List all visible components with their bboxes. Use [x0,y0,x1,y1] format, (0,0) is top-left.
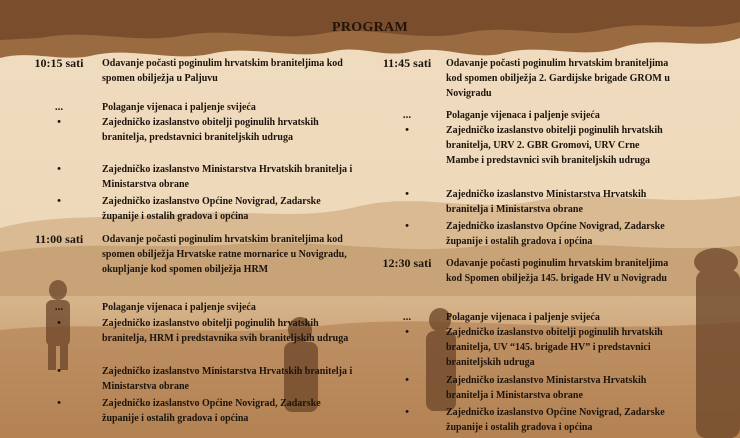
entry-text: Polaganje vijenaca i paljenje svijeća [102,302,256,313]
bullet-marker: • [57,116,61,128]
entry-text: Odavanje počasti poginulim hrvatskim braniteljima kod spomen obilježja u Paljuvu [102,58,343,84]
entry-text: Zajedničko izaslanstvo Općine Novigrad, Zadarske županije i ostalih gradova i općina [102,196,321,222]
entry-text: Polaganje vijenaca i paljenje svijeća [446,110,600,121]
time-label: 10:15 sati [34,56,84,70]
list-item [24,364,354,396]
list-item [24,316,354,364]
entry-text: Zajedničko izaslanstvo obitelji poginulih hrvatskih branitelja, UV “145. brigade HV” i predstavnici braniteljskih udruga [446,327,663,368]
list-item [24,162,354,194]
entry-text: Zajedničko izaslanstvo obitelji poginulih hrvatskih branitelja, URV 2. GBR Gromovi, URV Crne Mambe i predstavnici svih braniteljskih udruga [446,125,663,166]
list-item [372,187,672,219]
ellipsis-marker: ... [54,301,64,313]
program-column-left [24,56,354,428]
bullet-marker: • [57,397,61,409]
entry-text: Zajedničko izaslanstvo Ministarstva Hrvatskih branitelja i Ministarstva obrane [102,164,353,190]
list-item [24,194,354,232]
program-column-right [372,56,672,437]
entry-text: Zajedničko izaslanstvo obitelji poginulih hrvatskih branitelja, HRM i predstavnika svih braniteljskih udruga [102,318,349,344]
bullet-marker: • [57,195,61,207]
sub-entry [372,310,672,325]
list-item [24,115,354,162]
entry-text: Zajedničko izaslanstvo Ministarstva Hrvatskih branitelja i Ministarstva obrane [102,366,353,392]
bullet-marker: • [405,220,409,232]
entry-text: Polaganje vijenaca i paljenje svijeća [446,312,600,323]
bullet-marker: • [405,326,409,338]
list-item [372,219,672,256]
schedule-entry [24,232,354,300]
ellipsis-marker: ... [402,311,412,323]
entry-text: Odavanje počasti poginulim hrvatskim braniteljima kod spomen obilježja 2. Gardijske brigade GROM u Novigradu [446,58,670,99]
entry-text: Zajedničko izaslanstvo Ministarstva Hrvatskih branitelja i Ministarstva obrane [446,189,647,215]
bullet-marker: • [405,374,409,386]
entry-text: Zajedničko izaslanstvo Općine Novigrad, Zadarske županije i ostalih gradova i općina [446,221,665,247]
bullet-marker: • [57,163,61,175]
time-label: 11:00 sati [34,232,84,246]
list-item [372,373,672,405]
sub-entry [24,100,354,115]
schedule-entry [372,56,672,108]
list-item [372,123,672,187]
entry-text: Polaganje vijenaca i paljenje svijeća [102,102,256,113]
list-item [24,396,354,428]
bullet-marker: • [405,124,409,136]
schedule-entry [372,256,672,310]
list-item [372,325,672,373]
bullet-marker: • [57,317,61,329]
ellipsis-marker: ... [402,109,412,121]
sub-entry [372,108,672,123]
entry-text: Zajedničko izaslanstvo Ministarstva Hrvatskih branitelja i Ministarstva obrane [446,375,647,401]
bullet-marker: • [405,188,409,200]
bullet-marker: • [57,365,61,377]
list-item [372,405,672,437]
page-title: PROGRAM [332,20,408,35]
entry-text: Odavanje počasti poginulim hrvatskim braniteljima kod Spomen obilježja 145. brigade HV u Novigradu [446,258,669,284]
entry-text: Zajedničko izaslanstvo Općine Novigrad, Zadarske županije i ostalih gradova i općina [102,398,321,424]
entry-text: Odavanje počasti poginulim hrvatskim braniteljima kod spomen obilježja Hrvatske ratne mornarice u Novigradu, okupljanje kod spomen obilježja HRM [102,234,347,275]
time-label: 11:45 sati [382,56,432,70]
sub-entry [24,300,354,316]
bullet-marker: • [405,406,409,418]
ellipsis-marker: ... [54,101,64,113]
entry-text: Zajedničko izaslanstvo obitelji poginulih hrvatskih branitelja, predstavnici braniteljskih udruga [102,117,319,143]
schedule-entry [24,56,354,100]
time-label: 12:30 sati [382,256,432,270]
entry-text: Zajedničko izaslanstvo Općine Novigrad, Zadarske županije i ostalih gradova i općina [446,407,665,433]
